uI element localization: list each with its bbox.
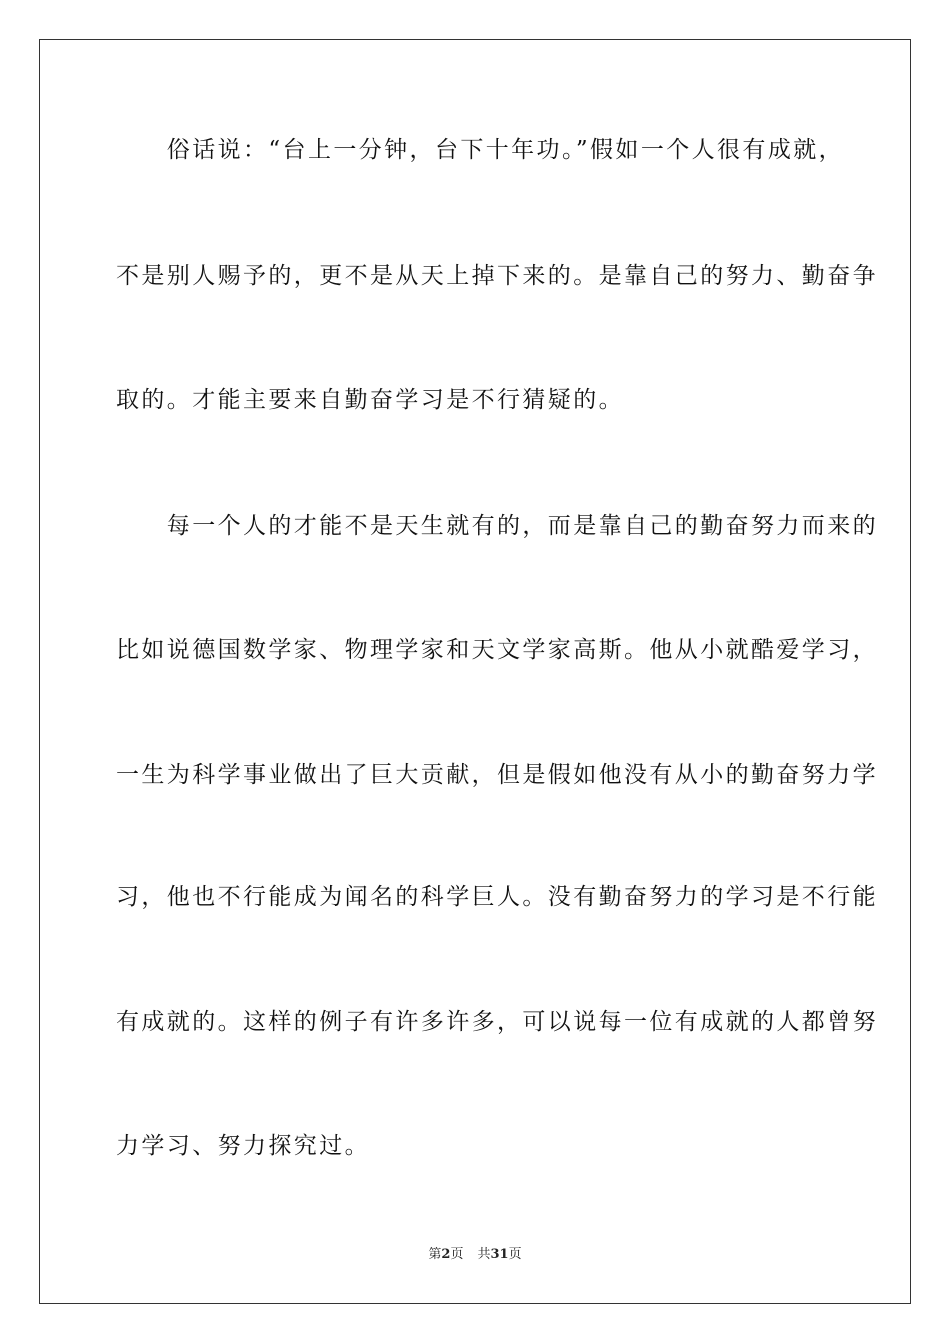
footer-total-suffix: 页 — [508, 1247, 522, 1262]
paragraph-1-line-3: 取的。才能主要来自勤奋学习是不行猜疑的。 — [116, 387, 624, 413]
page-footer — [0, 1247, 950, 1263]
footer-page-suffix: 页 — [450, 1247, 464, 1262]
page-border — [39, 39, 911, 1304]
footer-total-prefix: 共 — [477, 1247, 491, 1262]
paragraph-2-line-6: 力学习、努力探究过。 — [116, 1133, 370, 1159]
paragraph-1-line-1: 俗话说：“台上一分钟，台下十年功。”假如一个人很有成就， — [116, 137, 845, 163]
paragraph-2-line-2: 比如说德国数学家、物理学家和天文学家高斯。他从小就酷爱学习， — [116, 637, 878, 663]
footer-page-number: 2 — [441, 1247, 451, 1262]
footer-page-prefix: 第 — [428, 1247, 442, 1262]
footer-total-number: 31 — [490, 1247, 509, 1262]
paragraph-2-line-4: 习，他也不行能成为闻名的科学巨人。没有勤奋努力的学习是不行能 — [116, 884, 878, 910]
paragraph-1-line-2: 不是别人赐予的，更不是从天上掉下来的。是靠自己的努力、勤奋争 — [116, 263, 878, 289]
paragraph-2-line-5: 有成就的。这样的例子有许多许多，可以说每一位有成就的人都曾努 — [116, 1009, 878, 1035]
paragraph-2-line-1: 每一个人的才能不是天生就有的，而是靠自己的勤奋努力而来的 — [116, 513, 878, 539]
paragraph-2-line-3: 一生为科学事业做出了巨大贡献，但是假如他没有从小的勤奋努力学 — [116, 762, 878, 788]
